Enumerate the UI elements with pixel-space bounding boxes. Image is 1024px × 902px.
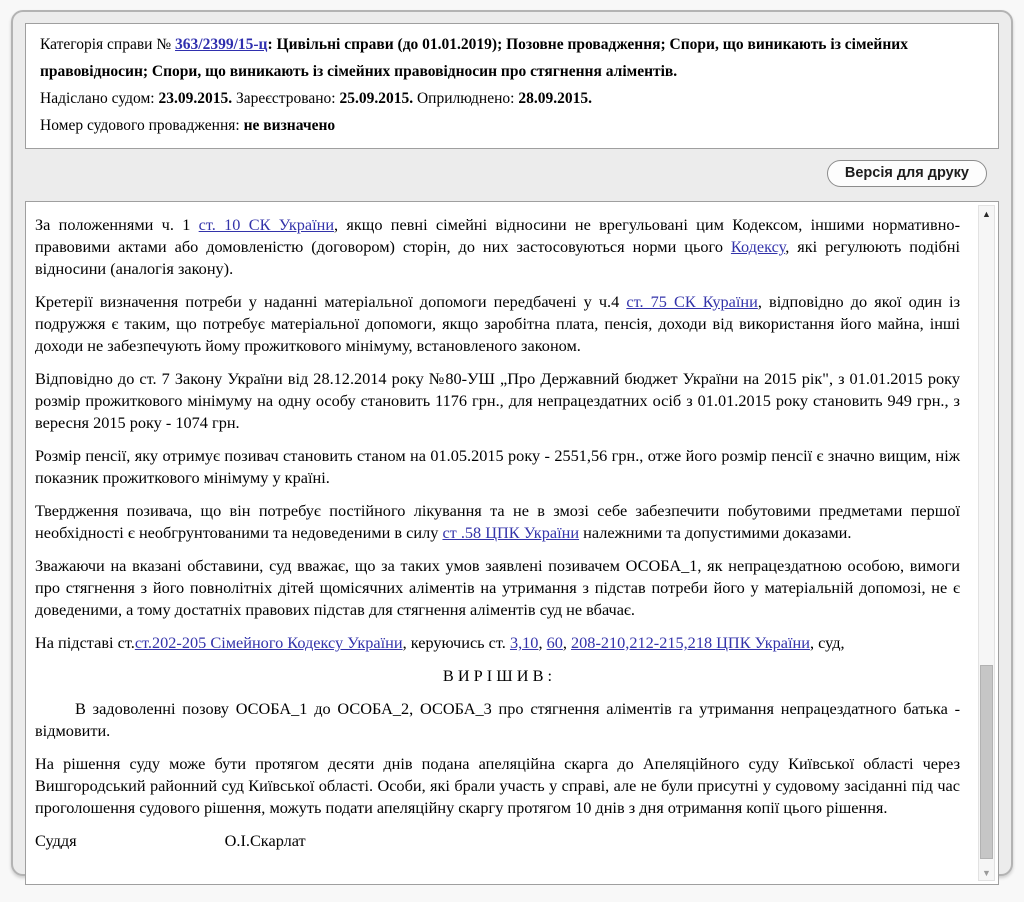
registered-label: Зареєстровано: — [235, 90, 336, 107]
document-text: Відповідно до ст. 7 Закону України від 28.12.2014 року №80-УШ „Про Державний бюджет України на 2015 рік", з 01.01.2015 року розмір прожиткового мінімуму на одну особу становить 1176 грн., для непрацездатних осіб з 01.01.2015 року становить 949 грн., з вересня 2015 року - 1074 грн. — [35, 369, 960, 432]
case-category-text: : Цивільні справи (до 01.01.2019); Позовне провадження; Спори, що виникають із сімейних правовідносин; Спори, що виникають із сімейних правовідносин про стягнення аліментів. — [40, 36, 908, 80]
document-body — [35, 214, 960, 852]
print-version-button[interactable]: Версія для друку — [827, 160, 987, 187]
document-text: , відповідно до якої один із подружжя є таким, що потребує матеріальної допомоги, якщо заробітна плата, пенсія, доходи від використання його майна, інші доходи не забезпечують йому прожиткового мінімуму, встановленого законом. — [35, 292, 960, 355]
document-panel — [25, 201, 999, 885]
document-text: , які регулюють подібні відносини (аналогія закону). — [35, 237, 960, 278]
document-law-link[interactable]: ст.202-205 Сімейного Кодексу України — [134, 633, 403, 652]
document-paragraph — [35, 698, 960, 742]
registered-date: 25.09.2015. — [339, 90, 414, 107]
document-text: Суддя — [35, 831, 77, 850]
document-law-link[interactable]: 60 — [546, 633, 563, 652]
document-paragraph — [35, 555, 960, 621]
document-paragraph — [35, 753, 960, 819]
document-text: , якщо певні сімейні відносини не врегульовані цим Кодексом, іншими нормативно-правовими актами або домовленістю (договором) сторін, до них застосовуються норми цього — [35, 215, 960, 256]
case-dates-line — [40, 85, 984, 112]
scrollbar-thumb[interactable] — [980, 665, 993, 858]
scrollbar-track[interactable] — [979, 221, 994, 865]
document-text: Твердження позивача, що він потребує постійного лікування та не в змозі себе забезпечити побутовими предметами першої необхідності є необгрунтованими та недоведеними в силу — [35, 501, 960, 542]
proceeding-number-value: не визначено — [243, 117, 336, 134]
document-law-link[interactable]: ст. 75 СК Кураїни — [626, 292, 758, 311]
document-text: , суд, — [809, 633, 845, 652]
case-proceeding-line — [40, 112, 984, 139]
document-text: , керуючись ст. — [402, 633, 510, 652]
document-text: На підставі ст. — [35, 633, 135, 652]
document-paragraph — [35, 500, 960, 544]
case-meta-box — [25, 23, 999, 149]
document-paragraph — [35, 368, 960, 434]
case-number-link[interactable]: 363/2399/15-ц — [175, 36, 268, 53]
case-category-line — [40, 31, 984, 85]
case-category-label: Категорія справи № — [40, 36, 172, 53]
document-text: В И Р І Ш И В : — [442, 666, 553, 685]
document-law-link[interactable]: 3,10 — [509, 633, 539, 652]
document-paragraph — [35, 632, 960, 654]
document-text: В задоволенні позову ОСОБА_1 до ОСОБА_2, ОСОБА_3 про стягнення аліментів га утримання непрацездатного батька - відмовити. — [35, 699, 960, 740]
published-date: 28.09.2015. — [518, 90, 592, 107]
document-text: О.І.Скарлат — [224, 831, 306, 850]
vertical-scrollbar[interactable] — [978, 205, 995, 881]
document-text: За положеннями ч. 1 — [35, 215, 199, 234]
scroll-down-icon: ▼ — [982, 867, 991, 878]
document-law-link[interactable]: Кодексу — [730, 237, 786, 256]
document-paragraph — [35, 665, 960, 687]
document-law-link[interactable]: 208-210,212-215,218 ЦПК України — [571, 633, 810, 652]
document-text: , — [562, 633, 572, 652]
document-law-link[interactable]: ст .58 ЦПК України — [442, 523, 580, 542]
document-law-link[interactable]: ст. 10 СК України — [198, 215, 335, 234]
decision-container — [11, 10, 1013, 876]
document-paragraph — [35, 291, 960, 357]
published-label: Оприлюднено: — [416, 90, 515, 107]
scroll-up-icon: ▲ — [982, 208, 991, 219]
document-paragraph — [35, 214, 960, 280]
toolbar — [13, 149, 1011, 191]
scroll-down-button[interactable] — [979, 865, 994, 880]
sent-by-court-label: Надіслано судом: — [40, 90, 155, 107]
document-text: Кретерії визначення потреби у наданні матеріальної допомоги передбачені у ч.4 — [35, 292, 627, 311]
document-paragraph — [35, 830, 960, 852]
sent-by-court-date: 23.09.2015. — [158, 90, 233, 107]
document-paragraph — [35, 445, 960, 489]
document-text: належними та допустимими доказами. — [579, 523, 852, 542]
scroll-up-button[interactable] — [979, 206, 994, 221]
document-text: На рішення суду може бути протягом десяти днів подана апеляційна скарга до Апеляційного суду Київської області через Вишгородський районний суд Київської області. Особи, які брали участь у справі, але не були присутні у судовому засіданні під час проголошення судового рішення, можуть подати апеляційну скаргу протягом 10 днів з дня отримання копії цього рішення. — [35, 754, 960, 817]
proceeding-number-label: Номер судового провадження: — [40, 117, 240, 134]
document-text: Розмір пенсії, яку отримує позивач становить станом на 01.05.2015 року - 2551,56 грн., отже його розмір пенсії є значно вищим, ніж показник прожиткового мінімуму у країні. — [35, 446, 960, 487]
document-text: Зважаючи на вказані обставини, суд вважає, що за таких умов заявлені позивачем ОСОБА_1, як непрацездатною особою, вимоги про стягнення з його повнолітніх дітей щомісячних аліментів на утримання з підстав потреби його у матеріальній допомозі, не є доведеними, а тому достатніх правових підстав для стягнення аліментів суд не вбачає. — [35, 556, 960, 619]
document-text: , — [538, 633, 547, 652]
